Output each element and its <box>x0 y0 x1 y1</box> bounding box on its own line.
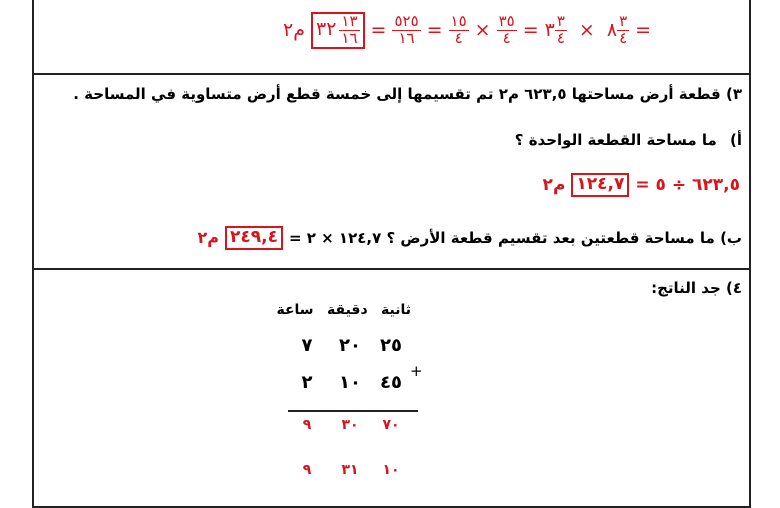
fraction-15-4 <box>449 14 469 47</box>
equals-sign: = <box>426 19 443 42</box>
fraction-denominator: ١٦ <box>341 28 358 47</box>
mixed-number-8-3-4 <box>607 14 629 47</box>
answer-expression: ٦٢٣,٥ ÷ ٥ = <box>635 174 740 195</box>
sum-raw-minute: ٣٠ <box>341 417 359 433</box>
top-equation <box>283 12 651 49</box>
row2-minute: ١٠ <box>339 372 361 393</box>
fraction-denominator: ٤ <box>556 28 565 47</box>
mixed-whole: ٣ <box>544 19 555 42</box>
sum-raw-second: ٧٠ <box>382 417 400 433</box>
part-a-text: ما مساحة القطعة الواحدة ؟ <box>514 131 717 149</box>
section-divider-1 <box>32 73 751 75</box>
times-sign: × <box>474 19 491 42</box>
equals-sign: = <box>370 19 387 42</box>
answer-box: ١٢٤,٧ <box>571 173 629 197</box>
question-3-text: ٣) قطعة أرض مساحتها ٦٢٣,٥ م٢ تم تقسيمها إلى خمسة قطع أرض متساوية في المساحة . <box>73 85 742 103</box>
sum-final-second: ١٠ <box>382 462 400 478</box>
fraction-denominator: ١٦ <box>398 28 415 47</box>
fraction-numerator: ٣٥ <box>498 12 515 30</box>
row1-minute: ٢٠ <box>339 335 361 356</box>
fraction-denominator: ٤ <box>502 28 511 47</box>
row1-second: ٢٥ <box>380 335 402 356</box>
sum-raw-hour: ٩ <box>302 417 312 433</box>
mixed-fraction <box>617 14 629 47</box>
unit-label: م٢ <box>197 228 219 248</box>
mixed-fraction <box>555 14 567 47</box>
header-minute: دقيقة <box>327 302 368 318</box>
sum-final-minute: ٣١ <box>341 462 359 478</box>
mixed-number-3-3-4 <box>545 14 567 47</box>
mixed-whole: ٨ <box>606 19 618 42</box>
fraction-numerator: ٣ <box>556 12 565 30</box>
equals-sign: = <box>635 19 652 42</box>
fraction-denominator: ٤ <box>619 28 628 47</box>
sum-final-hour: ٩ <box>302 462 312 478</box>
equals-sign: = <box>522 19 539 42</box>
row1-hour: ٧ <box>301 335 313 356</box>
header-hour: ساعة <box>276 302 314 318</box>
section-divider-2 <box>32 268 751 270</box>
question-4-title: ٤) جد الناتج: <box>651 279 742 297</box>
row2-hour: ٢ <box>301 372 313 393</box>
fraction-numerator: ٥٢٥ <box>394 12 419 30</box>
sum-line <box>288 410 418 412</box>
part-a-answer <box>543 173 740 197</box>
header-second: ثانية <box>381 302 411 318</box>
answer-box <box>311 12 365 49</box>
part-a-label: أ) <box>730 131 742 149</box>
fraction-35-4 <box>497 14 517 47</box>
unit-label: م٢ <box>542 174 566 195</box>
fraction-denominator: ٤ <box>454 28 463 47</box>
mixed-whole: ٣٢ <box>315 18 337 41</box>
question-3b <box>197 226 742 250</box>
mixed-fraction <box>339 14 359 47</box>
fraction-numerator: ٣ <box>619 12 628 30</box>
times-sign: × <box>578 19 595 42</box>
row2-second: ٤٥ <box>380 372 402 393</box>
fraction-525-16 <box>392 14 420 47</box>
fraction-numerator: ١٥ <box>450 12 467 30</box>
part-b-text: ب) ما مساحة قطعتين بعد تقسيم قطعة الأرض ؟ ١٢٤,٧ × ٢ = <box>288 228 742 247</box>
unit-label: م٢ <box>283 19 305 42</box>
fraction-numerator: ١٣ <box>341 12 358 30</box>
plus-sign: + <box>410 362 423 380</box>
answer-box: ٢٤٩,٤ <box>225 226 283 250</box>
question-3a <box>515 131 742 149</box>
